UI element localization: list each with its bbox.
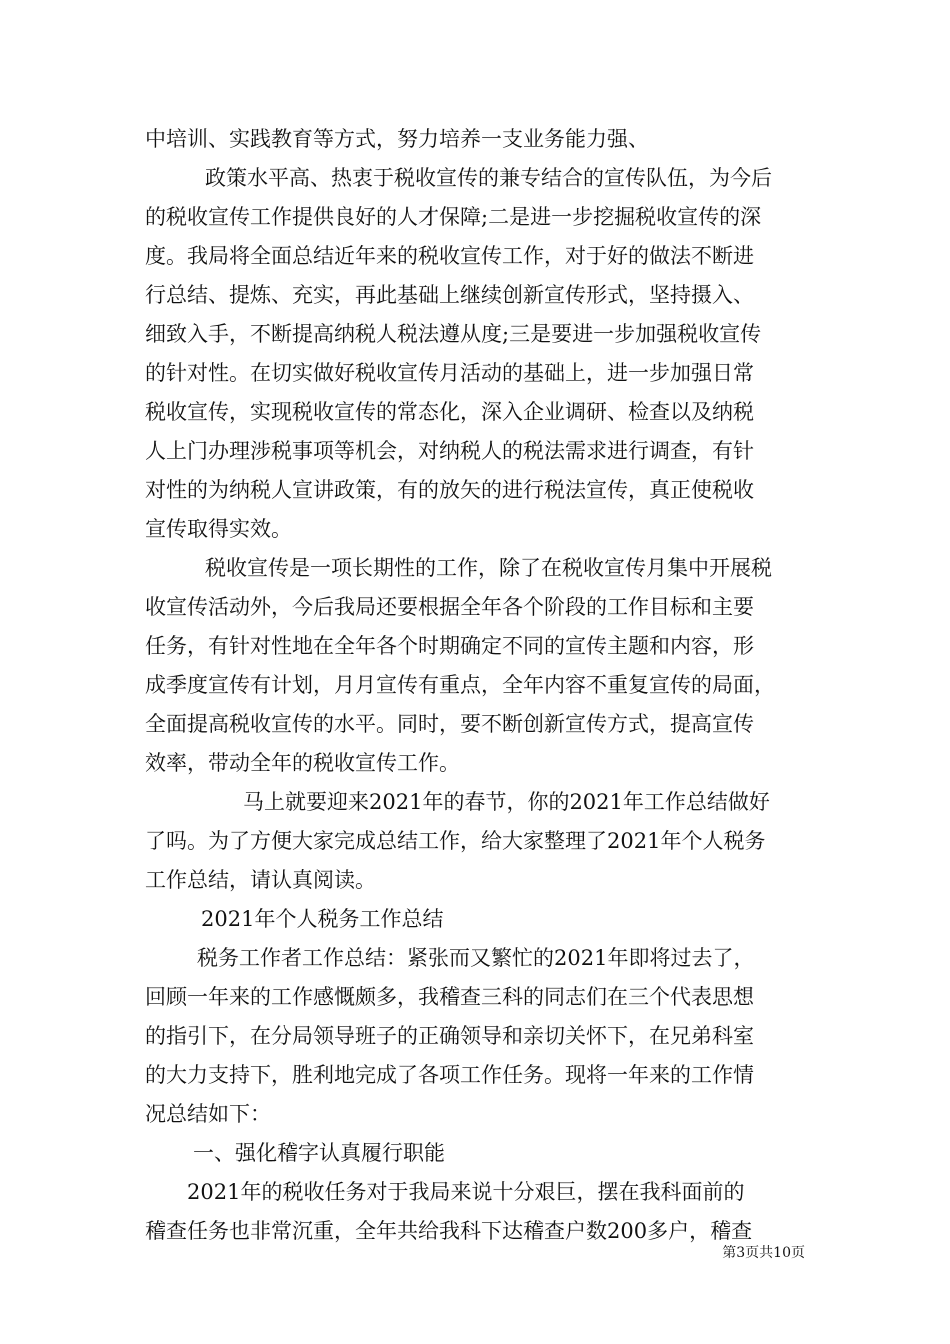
text-line: 细致入手，不断提高纳税人税法遵从度;三是要进一步加强税收宣传 (145, 322, 762, 346)
section-heading: 一、强化稽字认真履行职能 (193, 1141, 445, 1165)
text-line: 2021年的税收任务对于我局来说十分艰巨，摆在我科面前的 (187, 1180, 745, 1204)
text-line: 行总结、提炼、充实，再此基础上继续创新宣传形式，坚持摄入、 (145, 283, 754, 307)
text-line: 的针对性。在切实做好税收宣传月活动的基础上，进一步加强日常 (145, 361, 754, 385)
text-line: 全面提高税收宣传的水平。同时，要不断创新宣传方式，提高宣传 (145, 712, 754, 736)
text-line: 的指引下，在分局领导班子的正确领导和亲切关怀下，在兄弟科室 (145, 1024, 754, 1048)
text-line: 中培训、实践教育等方式，努力培养一支业务能力强、 (145, 127, 649, 151)
text-line: 人上门办理涉税事项等机会，对纳税人的税法需求进行调查，有针 (145, 439, 754, 463)
text-line: 政策水平高、热衷于税收宣传的兼专结合的宣传队伍，为今后 (205, 166, 772, 190)
text-line: 的大力支持下，胜利地完成了各项工作任务。现将一年来的工作情 (145, 1063, 754, 1087)
text-line: 的税收宣传工作提供良好的人才保障;二是进一步挖掘税收宣传的深 (145, 205, 762, 229)
text-line: 税务工作者工作总结：紧张而又繁忙的2021年即将过去了， (197, 946, 755, 970)
text-line: 对性的为纳税人宣讲政策，有的放矢的进行税法宣传，真正使税收 (145, 478, 754, 502)
text-line: 税收宣传，实现税收宣传的常态化，深入企业调研、检查以及纳税 (145, 400, 754, 424)
section-title: 2021年个人税务工作总结 (201, 907, 444, 931)
document-body (145, 120, 810, 1251)
text-line: 效率，带动全年的税收宣传工作。 (145, 751, 460, 775)
text-line: 成季度宣传有计划，月月宣传有重点，全年内容不重复宣传的局面， (145, 673, 775, 697)
page-number: 第3页共10页 (722, 1245, 805, 1261)
text-line: 了吗。为了方便大家完成总结工作，给大家整理了2021年个人税务 (145, 829, 766, 853)
text-line: 工作总结，请认真阅读。 (145, 868, 376, 892)
text-line: 度。我局将全面总结近年来的税收宣传工作，对于好的做法不断进 (145, 244, 754, 268)
text-line: 宣传取得实效。 (145, 517, 292, 541)
text-line: 马上就要迎来2021年的春节，你的2021年工作总结做好 (243, 790, 770, 814)
text-line: 况总结如下： (145, 1102, 271, 1126)
text-line: 回顾一年来的工作感慨颇多，我稽查三科的同志们在三个代表思想 (145, 985, 754, 1009)
text-line: 税收宣传是一项长期性的工作，除了在税收宣传月集中开展税 (205, 556, 772, 580)
text-line: 任务，有针对性地在全年各个时期确定不同的宣传主题和内容，形 (145, 634, 754, 658)
text-line: 稽查任务也非常沉重，全年共给我科下达稽查户数200多户，稽查 (145, 1219, 753, 1243)
text-line: 收宣传活动外，今后我局还要根据全年各个阶段的工作目标和主要 (145, 595, 754, 619)
